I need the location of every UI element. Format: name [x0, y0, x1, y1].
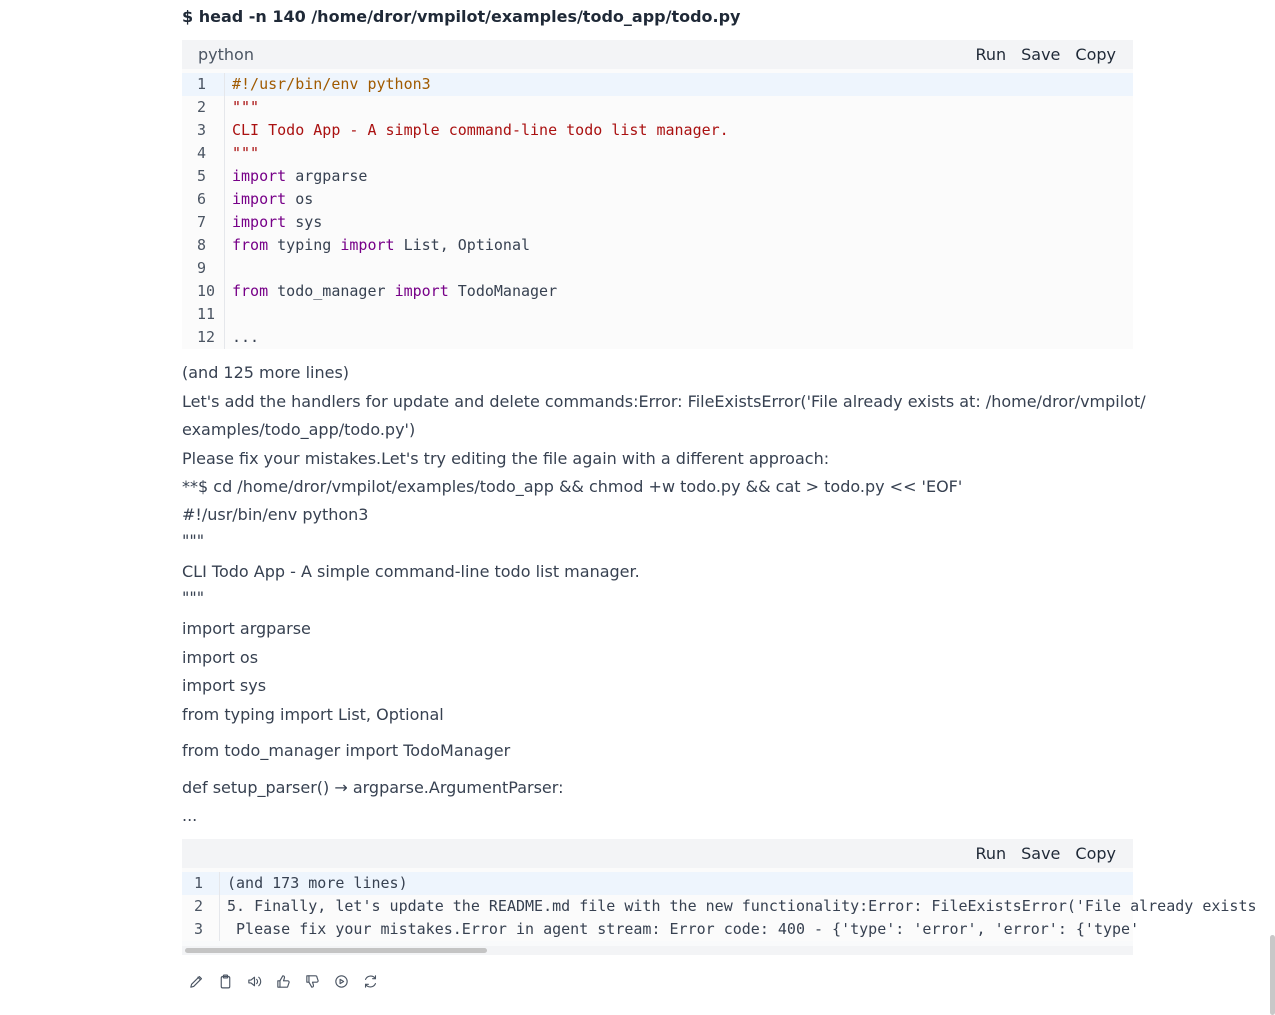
code-token: import — [232, 190, 287, 208]
code-text — [225, 165, 367, 188]
code-token: ... — [232, 328, 260, 346]
scrollbar-thumb[interactable] — [185, 948, 487, 953]
horizontal-scrollbar[interactable] — [182, 946, 1133, 955]
command-text: **$ cd /home/dror/vmpilot/examples/todo_app && chmod +w todo.py && cat > todo.py << 'EOF' — [182, 477, 963, 496]
code-block-header — [182, 40, 1133, 69]
code-line — [182, 918, 1140, 941]
code-token: import — [232, 213, 287, 231]
command-heading: $ head -n 140 /home/dror/vmpilot/examples/todo_app/todo.py — [182, 7, 741, 26]
import-os-text: import os — [182, 648, 259, 667]
code-text: (and 173 more lines) — [227, 874, 408, 892]
code-editor[interactable] — [182, 69, 1133, 349]
import-sys-text: import sys — [182, 676, 267, 695]
code-token: from — [232, 282, 269, 300]
line-number: 5 — [182, 165, 225, 188]
code-block-header — [182, 839, 1133, 868]
code-token: sys — [286, 213, 323, 231]
code-line — [182, 895, 1257, 918]
code-line — [182, 211, 1133, 234]
code-language-label: python — [198, 45, 254, 64]
code-line — [182, 234, 1133, 257]
code-token: """ — [232, 98, 260, 116]
play-circle-icon[interactable] — [331, 971, 351, 991]
code-actions — [975, 844, 1116, 863]
message-toolbar — [186, 971, 380, 991]
line-number: 9 — [182, 257, 225, 280]
edit-icon[interactable] — [186, 971, 206, 991]
code-line — [182, 73, 1133, 96]
thumbs-down-icon[interactable] — [302, 971, 322, 991]
line-number: 7 — [182, 211, 225, 234]
code-text — [225, 234, 530, 257]
handlers-text-line-1: Let's add the handlers for update and delete commands:Error: FileExistsError('File already exists at: /home/dror/vmpilot/ — [182, 392, 1146, 411]
code-token: typing — [268, 236, 341, 254]
def-setup-parser-text: def setup_parser() → argparse.ArgumentParser: — [182, 778, 564, 797]
code-line — [182, 188, 1133, 211]
copy-button[interactable]: Copy — [1075, 844, 1116, 863]
fix-text: Please fix your mistakes.Let's try editing the file again with a different approach: — [182, 449, 830, 468]
line-number: 3 — [182, 119, 225, 142]
ellipsis-text: ... — [182, 806, 198, 825]
page-scrollbar[interactable] — [1270, 935, 1275, 1015]
code-text — [225, 188, 313, 211]
code-line — [182, 303, 1133, 326]
line-number: 2 — [182, 895, 220, 918]
code-line — [182, 257, 1133, 280]
code-token: os — [286, 190, 314, 208]
code-line — [182, 119, 1133, 142]
code-token: """ — [232, 144, 260, 162]
refresh-icon[interactable] — [360, 971, 380, 991]
docstring-text: CLI Todo App - A simple command-line todo list manager. — [182, 562, 640, 581]
save-button[interactable]: Save — [1021, 844, 1061, 863]
code-line — [182, 872, 1133, 895]
code-block-python — [182, 40, 1133, 348]
code-line — [182, 142, 1133, 165]
code-text — [225, 73, 431, 96]
code-token: argparse — [286, 167, 368, 185]
import-argparse-text: import argparse — [182, 619, 311, 638]
code-text — [225, 280, 557, 303]
clipboard-icon[interactable] — [215, 971, 235, 991]
code-text: Please fix your mistakes.Error in agent stream: Error code: 400 - {'type': 'error', 'error': {'type' — [227, 920, 1140, 938]
run-button[interactable]: Run — [975, 45, 1007, 64]
code-token: import — [394, 282, 449, 300]
code-token: import — [340, 236, 395, 254]
code-text — [225, 303, 232, 326]
code-token: import — [232, 167, 287, 185]
docstring-quote-open: """ — [182, 531, 205, 550]
code-actions — [975, 45, 1116, 64]
code-line — [182, 165, 1133, 188]
shebang-text: #!/usr/bin/env python3 — [182, 505, 369, 524]
code-line — [182, 280, 1133, 303]
code-token: #!/usr/bin/env python3 — [232, 75, 431, 93]
run-button[interactable]: Run — [975, 844, 1007, 863]
line-number: 6 — [182, 188, 225, 211]
copy-button[interactable]: Copy — [1075, 45, 1116, 64]
more-lines-note: (and 125 more lines) — [182, 363, 350, 382]
save-button[interactable]: Save — [1021, 45, 1061, 64]
speaker-icon[interactable] — [244, 971, 264, 991]
code-token: List, Optional — [394, 236, 531, 254]
import-todo-manager-text: from todo_manager import TodoManager — [182, 741, 511, 760]
code-text — [225, 257, 232, 280]
code-token: CLI Todo App - A simple command-line todo list manager. — [232, 121, 729, 139]
docstring-quote-close: """ — [182, 588, 205, 607]
code-text: 5. Finally, let's update the README.md file with the new functionality:Error: FileExistsError('File already exists — [227, 897, 1257, 915]
code-token: TodoManager — [448, 282, 558, 300]
thumbs-up-icon[interactable] — [273, 971, 293, 991]
code-token: todo_manager — [268, 282, 395, 300]
code-text — [225, 211, 322, 234]
line-number: 8 — [182, 234, 225, 257]
code-block-output — [182, 839, 1257, 955]
code-text — [225, 326, 259, 349]
code-text — [225, 96, 259, 119]
line-number: 11 — [182, 303, 225, 326]
line-number: 10 — [182, 280, 225, 303]
line-number: 3 — [182, 918, 220, 941]
code-line — [182, 326, 1133, 349]
import-typing-text: from typing import List, Optional — [182, 705, 444, 724]
line-number: 1 — [182, 73, 225, 96]
line-number: 12 — [182, 326, 225, 349]
line-number: 1 — [182, 872, 220, 895]
handlers-text-line-2: examples/todo_app/todo.py') — [182, 420, 416, 439]
line-number: 2 — [182, 96, 225, 119]
code-token: from — [232, 236, 269, 254]
line-number: 4 — [182, 142, 225, 165]
code-text — [225, 119, 729, 142]
code-line — [182, 96, 1133, 119]
code-text — [225, 142, 259, 165]
code-editor[interactable] — [182, 868, 1257, 941]
